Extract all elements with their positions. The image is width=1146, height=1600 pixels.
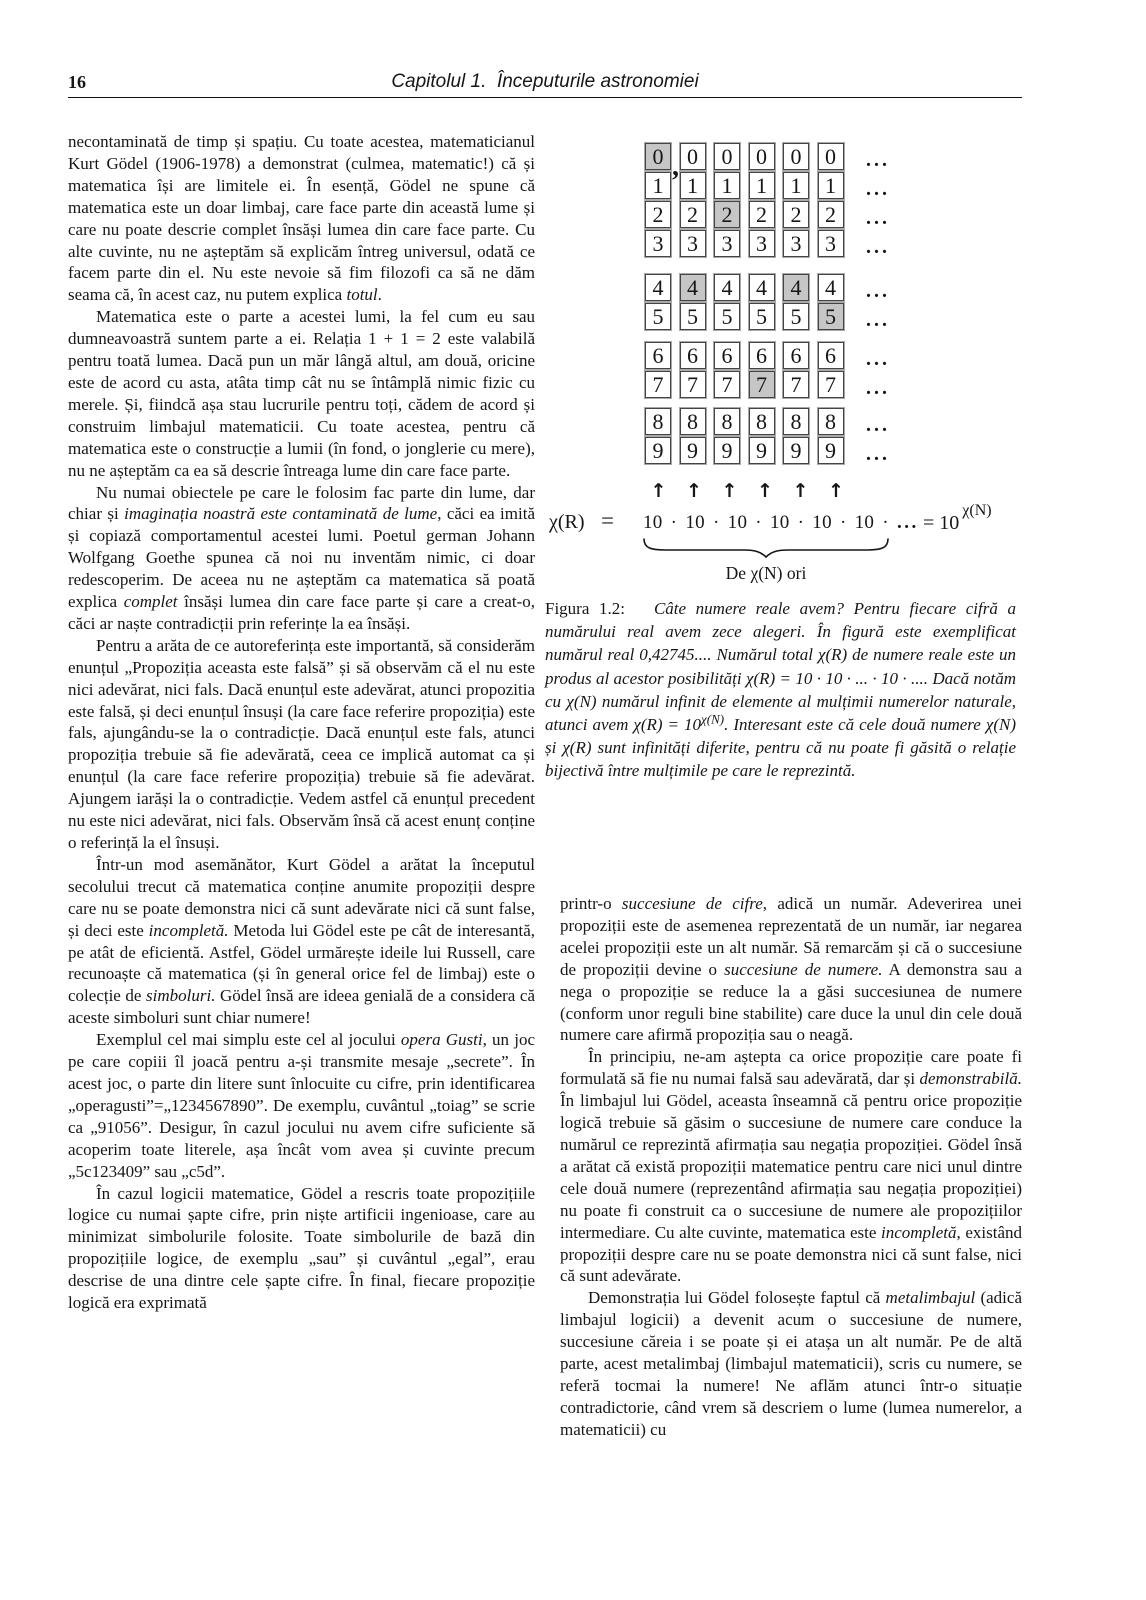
- digit-cell: 3: [680, 230, 706, 257]
- digit-row: [645, 437, 890, 464]
- row-ellipsis: ...: [866, 308, 890, 331]
- paragraph: [68, 306, 535, 481]
- digit-cell: 8: [749, 408, 775, 435]
- paragraph: [560, 1287, 1022, 1440]
- text-segment: (adică limbajul logicii) a devenit acum o succesiune de numere, succesiune căreia i se poate și ei atașa un alt număr. Pe de altă parte, acest metalimbaj (limbajul matematicii), scris cu numere, se referă tocmai la numere! Ne aflăm atunci într-o situație contradictorie, când vrem să descriem o lume (lumea numerelor, a matematicii) cu: [560, 1288, 1023, 1439]
- digit-cell: 6: [783, 342, 809, 369]
- text-segment: . Interesant este că cele două numere χ(N) și χ(R) sunt infinități diferite, pentru că nu poate fi găsită o relație bijectivă între mulțimile pe care le reprezintă.: [545, 715, 1016, 781]
- digit-cell: 5: [749, 303, 775, 330]
- digit-cell-highlighted: 5: [818, 303, 844, 330]
- digit-cell: 2: [818, 201, 844, 228]
- digit-cell: 7: [818, 371, 844, 398]
- digit-cell: 8: [680, 408, 706, 435]
- up-arrow-icon: ↑: [757, 480, 773, 502]
- text-segment: Câte numere reale avem? Pentru fiecare cifră a numărului real avem zece alegeri. În figură este exemplificat numărul real 0,42745.... Numărul total χ(R) de numere reale este un produs al acestor posibilități χ(R) = 10 · 10 · ... · 10 · .... Dacă notăm cu χ(N) numărul infinit de elemente al mulțimii numerelor naturale, atunci avem χ(R) = 10: [545, 599, 1017, 735]
- text-segment: metalimbajul: [885, 1288, 976, 1308]
- text-segment: Gödel însă are ideea genială de a considera că aceste simboluri sunt chiar numere!: [68, 986, 535, 1028]
- digit-cell-highlighted: 7: [749, 371, 775, 398]
- digit-cell: 0: [749, 143, 775, 170]
- digit-cell-highlighted: 4: [680, 274, 706, 301]
- digit-cell: 6: [818, 342, 844, 369]
- digit-cell: 3: [818, 230, 844, 257]
- digit-cell: 9: [783, 437, 809, 464]
- left-text-column: [68, 131, 535, 1314]
- underbrace-label: De χ(N) ori: [725, 563, 807, 583]
- digit-cell: 1: [714, 172, 740, 199]
- figure-caption: [545, 597, 1016, 783]
- digit-cell: 8: [714, 408, 740, 435]
- formula-equals: =: [601, 508, 614, 533]
- text-segment: opera Gusti: [400, 1030, 483, 1050]
- text-segment: Pentru a arăta de ce autoreferința este importantă, să considerăm enunțul „Propoziția aceasta este falsă” și să observăm că el nu este nici adevărat, nici fals. Dacă enunțul este adevărat, atunci propozitia este falsă, și deci enunțul însuși (la care face referire propoziția) este fals, ajungându-se la o contradicție. Dacă enunțul este fals, atunci propoziția trebuie să fie adevărată, ceea ce implică automat ca și enunțul (la care face referire propoziția) trebuie să fie adevărat. Ajungem iarăși la o contradicție. Vedem astfel că enunțul precedent nu este nici adevărat, nici fals. Observăm însă că acest enunț conține o referință la el însuși.: [68, 635, 535, 852]
- text-segment: .: [377, 285, 382, 305]
- digit-cell: 5: [645, 303, 671, 330]
- digit-cell: 9: [749, 437, 775, 464]
- digit-cell: 6: [714, 342, 740, 369]
- text-segment: Demonstrația lui Gödel folosește faptul că: [588, 1288, 886, 1308]
- paragraph: [68, 482, 535, 635]
- digit-row: [645, 408, 890, 435]
- running-header-title: Capitolul 1. Începuturile astronomiei: [391, 71, 699, 92]
- digit-row: [645, 143, 890, 170]
- digit-cell: 1: [818, 172, 844, 199]
- text-segment: Într-un mod asemănător, Kurt Gödel a arătat la începutul secolului trecut că matematica conține anumite propoziții despre care nu se poate demonstra nici că sunt adevărate nici că sunt false, și deci este: [68, 854, 535, 940]
- digit-cell: 2: [783, 201, 809, 228]
- up-arrow-icon: ↑: [792, 480, 809, 502]
- digit-cell: 9: [714, 437, 740, 464]
- row-ellipsis: ...: [866, 148, 890, 171]
- text-segment: totul: [346, 285, 378, 305]
- paragraph: [68, 635, 535, 854]
- digit-cell: 1: [645, 172, 671, 199]
- decimal-comma: ,: [672, 151, 679, 182]
- text-segment: incompletă.: [148, 920, 229, 940]
- up-arrow-icon: ↑: [650, 480, 667, 502]
- digit-cell: 8: [818, 408, 844, 435]
- digit-cell-highlighted: 0: [645, 143, 671, 170]
- digit-cell: 4: [818, 274, 844, 301]
- digit-cell: 0: [680, 143, 706, 170]
- digit-cell: 5: [714, 303, 740, 330]
- digit-row: [645, 303, 890, 330]
- page-number: 16: [68, 72, 86, 92]
- digit-grid: [645, 143, 890, 466]
- digit-row: [645, 342, 890, 369]
- digit-cell: 0: [818, 143, 844, 170]
- digit-cell: 6: [749, 342, 775, 369]
- text-segment: demonstrabilă.: [919, 1069, 1022, 1089]
- text-segment: succesiune de cifre: [621, 894, 763, 913]
- formula-rhs-base: = 10: [923, 512, 960, 534]
- text-segment: simboluri.: [146, 986, 216, 1006]
- paragraph: [68, 1029, 535, 1182]
- header-rule: [68, 97, 1022, 98]
- formula-lhs: χ(R): [549, 511, 585, 533]
- digit-row: [645, 201, 890, 228]
- digit-cell: 1: [783, 172, 809, 199]
- digit-cell: 6: [645, 342, 671, 369]
- row-ellipsis: ...: [866, 347, 890, 370]
- digit-cell: 3: [645, 230, 671, 257]
- product-ellipsis: ...: [896, 512, 919, 533]
- text-segment: , un joc pe care copiii îl joacă pentru a-și transmite mesaje „secrete”. În acest joc, o parte din litere sunt înlocuite cu cifre, prin identificarea „operagusti”=„1234567890”. De exemplu, cuvântul „toiag” se scrie ca „91056”. Desigur, în cazul jocului nu avem cifre suficiente să acoperim toate literele, așa încât vom avea și cuvinte precum „5c123409” sau „c5d”.: [68, 1030, 535, 1181]
- digit-cell: 7: [645, 371, 671, 398]
- row-ellipsis: ...: [866, 442, 890, 465]
- text-segment: Metoda lui Gödel este pe cât de interesantă, pe atât de eficientă. Astfel, Gödel urmărește ideile lui Russell, care recunoaște că matematica (și în general orice fel de limbaj) este o colecție de: [68, 920, 535, 1006]
- digit-cell: 0: [783, 143, 809, 170]
- digit-cell: 3: [714, 230, 740, 257]
- up-arrow-icon: ↑: [721, 480, 738, 502]
- digit-cell: 9: [680, 437, 706, 464]
- digit-cell: 3: [749, 230, 775, 257]
- row-ellipsis: ...: [866, 235, 890, 258]
- row-ellipsis: ...: [866, 206, 890, 229]
- digit-cell: 5: [783, 303, 809, 330]
- digit-cell: 4: [714, 274, 740, 301]
- digit-row: [645, 371, 890, 398]
- digit-cell: 4: [645, 274, 671, 301]
- text-segment: imaginația noastră este contaminată de lume: [124, 504, 438, 524]
- digit-cell: 7: [680, 371, 706, 398]
- digit-cell: 8: [783, 408, 809, 435]
- text-segment: incompletă: [880, 1222, 957, 1242]
- paragraph: [68, 1183, 535, 1314]
- up-arrow-icon: ↑: [686, 480, 702, 502]
- text-segment: În cazul logicii matematice, Gödel a rescris toate propozițiile logice cu numai șapte cifre, prin niște artificii ingenioase, care au minimizat simbolurile folosite. Toate simbolurile de bază din propozițiile logice, de exemplu „sau” și cuvântul „egal”, erau descrise de una dintre cele șapte cifre. În final, fiecare propoziție logică era exprimată: [68, 1183, 535, 1313]
- digit-row: [645, 172, 890, 199]
- paragraph: [560, 893, 1022, 1046]
- row-ellipsis: ...: [866, 177, 890, 200]
- text-segment: χ(N): [701, 711, 725, 727]
- row-ellipsis: ...: [866, 279, 890, 302]
- formula-factors: 10 · 10 · 10 · 10 · 10 · 10 · ...: [643, 512, 919, 533]
- text-segment: succesiune de numere.: [724, 959, 883, 979]
- digit-cell: 2: [680, 201, 706, 228]
- text-segment: printr-o: [560, 894, 622, 913]
- digit-cell: 7: [783, 371, 809, 398]
- formula-exponent: χ(N): [962, 502, 992, 519]
- digit-cell: 6: [680, 342, 706, 369]
- text-segment: Exemplul cel mai simplu este cel al jocului: [96, 1030, 401, 1050]
- text-segment: În limbajul lui Gödel, aceasta înseamnă că pentru orice propoziție logică trebuie să găsim o succesiune de numere care conduce la numărul ce reprezintă afirmația sau negația propoziției. Gödel însă a arătat că există propoziții matematice pentru care nici unul dintre cele două numere (reprezentând afirmația sau negația propoziției) nu poate fi construit ca o succesiune de numere ale propozițiilor intermediare. Cu alte cuvinte, matematica este: [560, 1091, 1022, 1242]
- digit-cell: 4: [749, 274, 775, 301]
- text-segment: însăși lumea din care face parte și care a creat-o, căci ar naște contradicții prin referințe la ea însăși.: [68, 592, 535, 633]
- digit-cell: 2: [749, 201, 775, 228]
- text-segment: În principiu, ne-am aștepta ca orice propoziție care poate fi formulată să fie nu numai falsă sau adevărată, dar și: [560, 1047, 1022, 1089]
- text-segment: Figura 1.2:: [545, 599, 654, 618]
- text-segment: , existând propoziții despre care nu se poate demonstra nici că sunt false, nici că sunt adevărate.: [560, 1222, 1022, 1286]
- paragraph: [560, 1046, 1022, 1287]
- digit-cell: 0: [714, 143, 740, 170]
- column-arrows: [645, 482, 850, 501]
- right-text-column: [560, 893, 1022, 1441]
- digit-cell: 9: [645, 437, 671, 464]
- digit-cell: 7: [714, 371, 740, 398]
- text-segment: Matematica este o parte a acestei lumi, la fel cum eu sau dumneavoastră suntem parte a ei. Relația 1 + 1 = 2 este valabilă pentru toată lumea. Dacă pun un măr lângă altul, am două, oricine este de acord cu asta, atâta timp cât nu se întâmplă nimic fizic cu merele. Și, fiindcă așa stau lucrurile pentru toți, cădem de acord și construim limbajul matematicii. Cu toate acestea, pentru că matematica este o construcție a lumii (în fond, o jonglerie cu mere), nu ne așteptăm ca ea să descrie întreaga lume din care face parte.: [68, 307, 535, 480]
- digit-cell: 3: [783, 230, 809, 257]
- digit-cell: 1: [749, 172, 775, 199]
- underbrace: [641, 537, 891, 559]
- digit-row: [645, 274, 890, 301]
- figure-real-numbers: [545, 135, 1022, 595]
- text-segment: , adică un număr. Adeverirea unei propoziții este de asemenea reprezentată de un număr, iar negarea acelei propoziții este un alt număr. Să remarcăm și că o succesiune de propoziții devine o: [560, 894, 1022, 979]
- digit-cell-highlighted: 2: [714, 201, 740, 228]
- up-arrow-icon: ↑: [828, 480, 844, 502]
- row-ellipsis: ...: [866, 413, 890, 436]
- digit-cell: 1: [680, 172, 706, 199]
- digit-cell: 2: [645, 201, 671, 228]
- paragraph: [68, 131, 535, 306]
- text-segment: necontaminată de timp și spațiu. Cu toate acestea, matematicianul Kurt Gödel (1906-1978) a demonstrat (culmea, matematic!) că și matematica își are limitele ei. În esență, Gödel ne spune că matematica este un doar limbaj, care face parte din această lume și care nu poate descrie complet însăși lumea din care face parte. Cu alte cuvinte, nu ne așteptăm să explicăm întreg universul, odată ce facem parte din el. Nu este nevoie să fim filozofi ca să ne dăm seama că, în acest caz, nu putem explica: [68, 132, 535, 305]
- digit-row: [645, 230, 890, 257]
- digit-cell: 8: [645, 408, 671, 435]
- row-ellipsis: ...: [866, 376, 890, 399]
- text-segment: , căci ea imită și copiază comportamentul acestei lumi. Poetul german Johann Wolfgang Goethe spunea că noi nu inventăm nimic, ci doar redescoperim. De aceea nu ne așteptăm ca matematica să poată explica: [68, 504, 535, 612]
- paragraph: [68, 854, 535, 1029]
- text-segment: complet: [123, 592, 178, 612]
- text-segment: A demonstra sau a nega o propoziție se reduce la a găsi succesiunea de numere (conform unor reguli bine stabilite) care duce la unul din cele două numere care afirmă propoziția sau o neagă.: [560, 959, 1022, 1045]
- digit-cell-highlighted: 4: [783, 274, 809, 301]
- digit-cell: 9: [818, 437, 844, 464]
- digit-cell: 5: [680, 303, 706, 330]
- text-segment: Nu numai obiectele pe care le folosim fac parte din lume, dar chiar și: [68, 482, 535, 524]
